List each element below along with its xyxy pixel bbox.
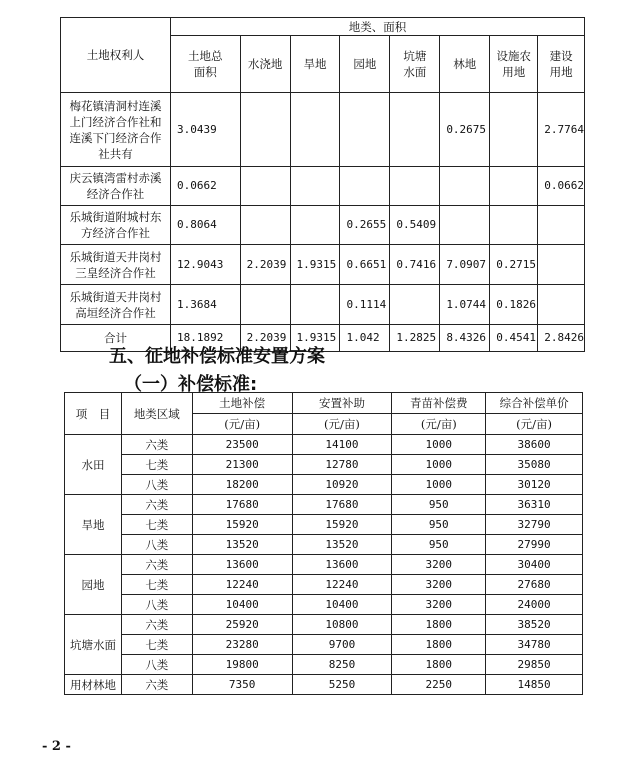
area-value-cell <box>340 93 390 167</box>
comp-row <box>65 595 583 615</box>
area-value-cell: 1.3684 <box>170 285 240 325</box>
comp-row <box>65 475 583 495</box>
zone-cell: 七类 <box>121 635 192 655</box>
area-value-cell <box>240 206 290 245</box>
land-value-cell: 18200 <box>192 475 292 495</box>
total-value-cell: 1.042 <box>340 325 390 352</box>
area-value-cell: 0.1826 <box>490 285 538 325</box>
area-value-cell: 0.2655 <box>340 206 390 245</box>
crops-value-cell: 950 <box>392 535 486 555</box>
sub-heading: （一）补偿标准: <box>124 374 258 395</box>
land-value-cell: 25920 <box>192 615 292 635</box>
total-value-cell: 32790 <box>486 515 583 535</box>
area-value-cell <box>340 167 390 206</box>
land-table-row <box>61 206 585 245</box>
area-value-cell <box>440 206 490 245</box>
land-table-row <box>61 285 585 325</box>
land-column-header: 林地 <box>440 36 490 93</box>
land-table-row <box>61 93 585 167</box>
area-value-cell <box>290 285 340 325</box>
crops-value-cell: 3200 <box>392 575 486 595</box>
total-value-cell: 2.2039 <box>240 325 290 352</box>
land-table-row <box>61 245 585 285</box>
area-value-cell <box>390 167 440 206</box>
crops-value-cell: 3200 <box>392 555 486 575</box>
resettle-header: 安置补助 <box>292 393 392 414</box>
land-comp-header: 土地补偿 <box>192 393 292 414</box>
land-value-cell: 23280 <box>192 635 292 655</box>
area-value-cell: 2.7764 <box>538 93 585 167</box>
area-value-cell: 0.2675 <box>440 93 490 167</box>
land-column-header: 土地总 面积 <box>170 36 240 93</box>
crops-value-cell: 1000 <box>392 475 486 495</box>
total-price-header: 综合补偿单价 <box>486 393 583 414</box>
area-value-cell: 0.8064 <box>170 206 240 245</box>
land-column-header: 旱地 <box>290 36 340 93</box>
comp-row <box>65 455 583 475</box>
zone-cell: 八类 <box>121 535 192 555</box>
area-value-cell: 12.9043 <box>170 245 240 285</box>
land-value-cell: 15920 <box>192 515 292 535</box>
zone-cell: 七类 <box>121 575 192 595</box>
crops-value-cell: 1800 <box>392 635 486 655</box>
resettle-value-cell: 13520 <box>292 535 392 555</box>
area-value-cell <box>490 167 538 206</box>
area-value-cell: 1.9315 <box>290 245 340 285</box>
land-type-cell: 园地 <box>65 555 122 615</box>
land-column-header: 设施农 用地 <box>490 36 538 93</box>
land-area-table <box>60 17 585 352</box>
unit-label: (元/亩) <box>486 414 583 435</box>
crops-value-cell: 2250 <box>392 675 486 695</box>
total-value-cell: 34780 <box>486 635 583 655</box>
area-value-cell <box>490 206 538 245</box>
land-column-header: 水浇地 <box>240 36 290 93</box>
total-value-cell: 38520 <box>486 615 583 635</box>
owner-header: 土地权利人 <box>61 18 171 93</box>
land-value-cell: 12240 <box>192 575 292 595</box>
resettle-value-cell: 12240 <box>292 575 392 595</box>
zone-cell: 八类 <box>121 595 192 615</box>
area-value-cell: 3.0439 <box>170 93 240 167</box>
item-header: 项 目 <box>65 393 122 435</box>
land-column-header: 建设 用地 <box>538 36 585 93</box>
crops-value-cell: 1800 <box>392 655 486 675</box>
land-value-cell: 13520 <box>192 535 292 555</box>
total-label: 合计 <box>61 325 171 352</box>
owner-cell: 梅花镇清洞村连溪上门经济合作社和连溪下门经济合作社共有 <box>61 93 171 167</box>
comp-row <box>65 555 583 575</box>
total-value-cell: 24000 <box>486 595 583 615</box>
resettle-value-cell: 10400 <box>292 595 392 615</box>
resettle-value-cell: 17680 <box>292 495 392 515</box>
comp-row <box>65 495 583 515</box>
unit-label: (元/亩) <box>292 414 392 435</box>
zone-cell: 六类 <box>121 435 192 455</box>
comp-row <box>65 635 583 655</box>
zone-cell: 六类 <box>121 675 192 695</box>
land-value-cell: 17680 <box>192 495 292 515</box>
area-value-cell <box>240 285 290 325</box>
total-value-cell: 36310 <box>486 495 583 515</box>
total-value-cell: 14850 <box>486 675 583 695</box>
zone-cell: 六类 <box>121 495 192 515</box>
land-value-cell: 13600 <box>192 555 292 575</box>
area-value-cell <box>240 93 290 167</box>
area-value-cell <box>538 245 585 285</box>
area-value-cell: 0.6651 <box>340 245 390 285</box>
owner-cell: 庆云镇湾雷村赤溪经济合作社 <box>61 167 171 206</box>
area-value-cell <box>390 93 440 167</box>
resettle-value-cell: 10800 <box>292 615 392 635</box>
land-value-cell: 21300 <box>192 455 292 475</box>
area-value-cell: 0.2715 <box>490 245 538 285</box>
zone-cell: 八类 <box>121 475 192 495</box>
unit-label: (元/亩) <box>392 414 486 435</box>
area-value-cell <box>490 93 538 167</box>
zone-cell: 七类 <box>121 455 192 475</box>
unit-label: (元/亩) <box>192 414 292 435</box>
section-heading: 五、征地补偿标准安置方案 <box>109 346 325 367</box>
resettle-value-cell: 14100 <box>292 435 392 455</box>
total-value-cell: 2.8426 <box>538 325 585 352</box>
area-value-cell <box>440 167 490 206</box>
total-value-cell: 38600 <box>486 435 583 455</box>
land-type-cell: 水田 <box>65 435 122 495</box>
land-type-cell: 用材林地 <box>65 675 122 695</box>
area-value-cell <box>538 206 585 245</box>
land-value-cell: 7350 <box>192 675 292 695</box>
total-value-cell: 0.4541 <box>490 325 538 352</box>
resettle-value-cell: 9700 <box>292 635 392 655</box>
total-value-cell: 27990 <box>486 535 583 555</box>
land-value-cell: 10400 <box>192 595 292 615</box>
total-value-cell: 1.2825 <box>390 325 440 352</box>
zone-cell: 七类 <box>121 515 192 535</box>
resettle-value-cell: 12780 <box>292 455 392 475</box>
owner-cell: 乐城街道天井岗村高垣经济合作社 <box>61 285 171 325</box>
area-value-cell: 1.0744 <box>440 285 490 325</box>
comp-row <box>65 575 583 595</box>
crops-value-cell: 3200 <box>392 595 486 615</box>
crops-value-cell: 1000 <box>392 455 486 475</box>
crops-value-cell: 950 <box>392 515 486 535</box>
total-value-cell: 29850 <box>486 655 583 675</box>
area-value-cell <box>290 167 340 206</box>
area-value-cell: 0.7416 <box>390 245 440 285</box>
land-column-header: 坑塘 水面 <box>390 36 440 93</box>
comp-row <box>65 675 583 695</box>
zone-header: 地类区域 <box>121 393 192 435</box>
area-value-cell: 0.0662 <box>170 167 240 206</box>
crops-header: 青苗补偿费 <box>392 393 486 414</box>
area-value-cell <box>390 285 440 325</box>
comp-row <box>65 435 583 455</box>
comp-row <box>65 655 583 675</box>
land-table-header-row <box>61 18 585 36</box>
land-table-row <box>61 167 585 206</box>
area-value-cell <box>290 206 340 245</box>
owner-cell: 乐城街道附城村东方经济合作社 <box>61 206 171 245</box>
land-value-cell: 19800 <box>192 655 292 675</box>
land-value-cell: 23500 <box>192 435 292 455</box>
comp-header-row <box>65 393 583 414</box>
crops-value-cell: 950 <box>392 495 486 515</box>
area-value-cell <box>240 167 290 206</box>
comp-row <box>65 515 583 535</box>
area-value-cell: 0.1114 <box>340 285 390 325</box>
crops-value-cell: 1000 <box>392 435 486 455</box>
land-type-cell: 旱地 <box>65 495 122 555</box>
zone-cell: 八类 <box>121 655 192 675</box>
resettle-value-cell: 8250 <box>292 655 392 675</box>
comp-row <box>65 615 583 635</box>
area-value-cell: 0.0662 <box>538 167 585 206</box>
comp-row <box>65 535 583 555</box>
area-value-cell <box>290 93 340 167</box>
area-value-cell <box>538 285 585 325</box>
total-value-cell: 18.1892 <box>170 325 240 352</box>
area-value-cell: 2.2039 <box>240 245 290 285</box>
total-value-cell: 35080 <box>486 455 583 475</box>
zone-cell: 六类 <box>121 615 192 635</box>
total-value-cell: 8.4326 <box>440 325 490 352</box>
compensation-table <box>64 392 583 695</box>
page-number: - 2 - <box>42 739 71 754</box>
owner-cell: 乐城街道天井岗村三皇经济合作社 <box>61 245 171 285</box>
area-value-cell: 7.0907 <box>440 245 490 285</box>
resettle-value-cell: 15920 <box>292 515 392 535</box>
total-value-cell: 27680 <box>486 575 583 595</box>
resettle-value-cell: 5250 <box>292 675 392 695</box>
area-value-cell: 0.5409 <box>390 206 440 245</box>
total-value-cell: 30400 <box>486 555 583 575</box>
land-column-header: 园地 <box>340 36 390 93</box>
crops-value-cell: 1800 <box>392 615 486 635</box>
group-header: 地类、面积 <box>170 18 584 36</box>
resettle-value-cell: 13600 <box>292 555 392 575</box>
total-value-cell: 1.9315 <box>290 325 340 352</box>
zone-cell: 六类 <box>121 555 192 575</box>
land-type-cell: 坑塘水面 <box>65 615 122 675</box>
total-value-cell: 30120 <box>486 475 583 495</box>
resettle-value-cell: 10920 <box>292 475 392 495</box>
